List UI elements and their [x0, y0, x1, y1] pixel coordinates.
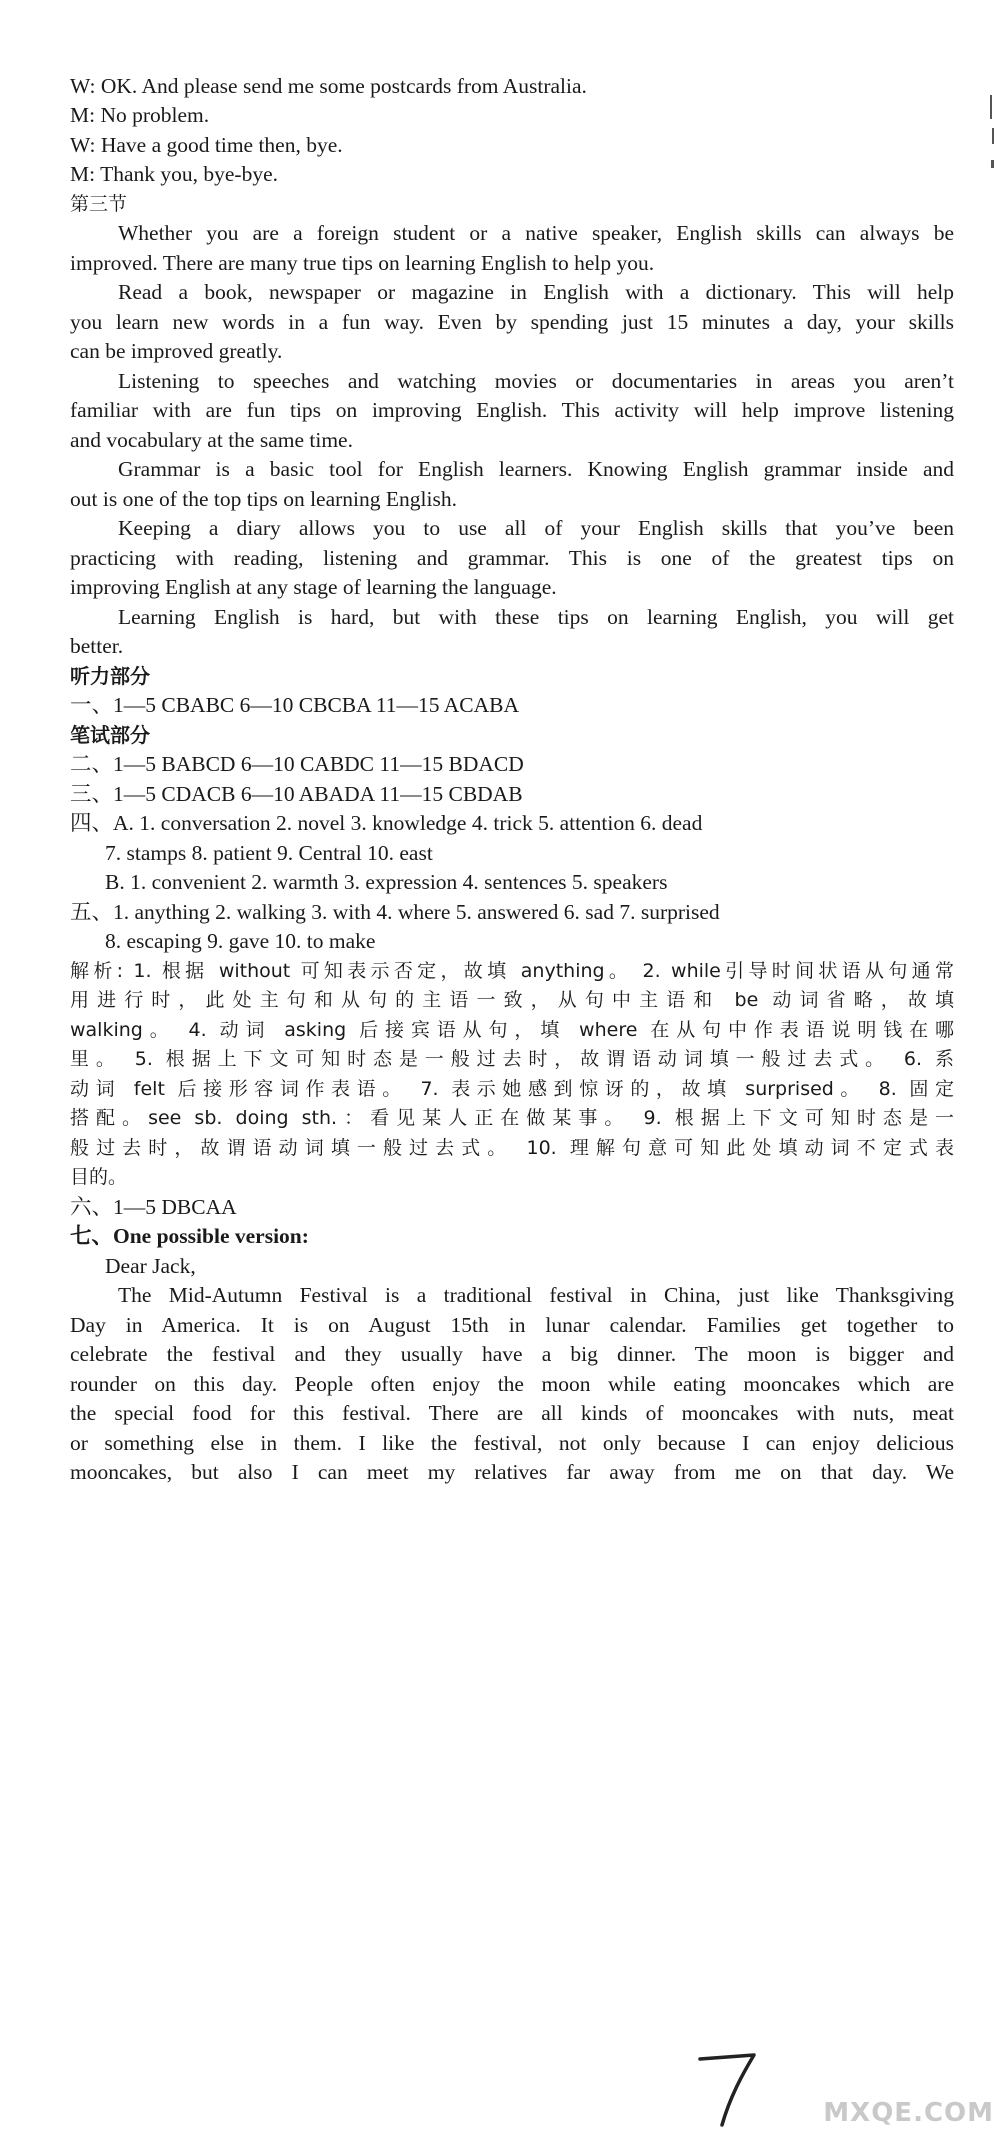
- dialogue-line: W: Have a good time then, bye.: [70, 133, 343, 157]
- section-heading: 第三节: [70, 193, 128, 215]
- answer-line: 8. escaping 9. gave 10. to make: [105, 929, 376, 953]
- letter-line: or something else in them. I like the festival, not only because I can enjoy delicious: [70, 1431, 954, 1455]
- analysis-line: 动词 felt 后接形容词作表语。 7. 表示她感到惊讶的，故填 surprised。 8. 固定: [70, 1078, 954, 1100]
- passage-line: Keeping a diary allows you to use all of your English skills that you’ve been: [118, 516, 954, 540]
- letter-line: The Mid-Autumn Festival is a traditional festival in China, just like Thanksgiving: [118, 1283, 954, 1307]
- listening-heading: 听力部分: [70, 664, 150, 688]
- answer-line: 7. stamps 8. patient 9. Central 10. east: [105, 841, 433, 865]
- answer-line: 一、1—5 CBABC 6—10 CBCBA 11—15 ACABA: [70, 693, 519, 717]
- letter-line: mooncakes, but also I can meet my relatives far away from me on that day. We: [70, 1460, 954, 1484]
- letter-line: celebrate the festival and they usually have a big dinner. The moon is bigger and: [70, 1342, 954, 1366]
- analysis-line: 般过去时，故谓语动词填一般过去式。 10. 理解句意可知此处填动词不定式表: [70, 1137, 954, 1159]
- letter-line: the special food for this festival. There are all kinds of mooncakes with nuts, meat: [70, 1401, 954, 1425]
- dialogue-line: M: No problem.: [70, 103, 210, 127]
- passage-line: Whether you are a foreign student or a native speaker, English skills can always be: [118, 221, 954, 245]
- passage-line: Learning English is hard, but with these tips on learning English, you will get: [118, 605, 954, 629]
- answer-line: B. 1. convenient 2. warmth 3. expression 4. sentences 5. speakers: [105, 870, 668, 894]
- analysis-line: 搭配。see sb. doing sth.：看见某人正在做某事。 9. 根据上下文可知时态是一: [70, 1107, 954, 1129]
- essay-heading: 七、One possible version:: [70, 1224, 309, 1248]
- dialogue-line: W: OK. And please send me some postcards from Australia.: [70, 74, 587, 98]
- edge-mark: [992, 128, 994, 144]
- answer-line: 六、1—5 DBCAA: [70, 1195, 237, 1219]
- passage-line: can be improved greatly.: [70, 339, 283, 363]
- answer-line: 二、1—5 BABCD 6—10 CABDC 11—15 BDACD: [70, 752, 524, 776]
- analysis-line: walking。 4. 动词 asking 后接宾语从句，填 where 在从句中作表语说明钱在哪: [70, 1019, 954, 1041]
- edge-mark: [990, 95, 992, 119]
- passage-line: Listening to speeches and watching movies or documentaries in areas you aren’t: [118, 369, 954, 393]
- analysis-line: 里。 5. 根据上下文可知时态是一般过去时，故谓语动词填一般过去式。 6. 系: [70, 1048, 954, 1070]
- analysis-line: 用进行时，此处主句和从句的主语一致，从句中主语和 be 动词省略，故填: [70, 989, 954, 1011]
- passage-line: Read a book, newspaper or magazine in English with a dictionary. This will help: [118, 280, 954, 304]
- answer-line: 四、A. 1. conversation 2. novel 3. knowledge 4. trick 5. attention 6. dead: [70, 811, 703, 835]
- dialogue-line: M: Thank you, bye-bye.: [70, 162, 278, 186]
- passage-line: practicing with reading, listening and grammar. This is one of the greatest tips on: [70, 546, 954, 570]
- letter-line: rounder on this day. People often enjoy the moon while eating mooncakes which are: [70, 1372, 954, 1396]
- passage-line: and vocabulary at the same time.: [70, 428, 353, 452]
- handwritten-page-number: [690, 2045, 770, 2130]
- passage-line: Grammar is a basic tool for English learners. Knowing English grammar inside and: [118, 457, 954, 481]
- watermark: MXQE.COM: [823, 2098, 994, 2128]
- passage-line: you learn new words in a fun way. Even by spending just 15 minutes a day, your skills: [70, 310, 954, 334]
- answer-line: 三、1—5 CDACB 6—10 ABADA 11—15 CBDAB: [70, 782, 523, 806]
- passage-line: improving English at any stage of learning the language.: [70, 575, 557, 599]
- analysis-line: 解析: 1. 根据 without 可知表示否定，故填 anything。 2. while引导时间状语从句通常: [70, 960, 954, 982]
- analysis-line: 目的。: [70, 1166, 128, 1188]
- passage-line: familiar with are fun tips on improving English. This activity will help improve listening: [70, 398, 954, 422]
- passage-line: out is one of the top tips on learning English.: [70, 487, 457, 511]
- passage-line: improved. There are many true tips on learning English to help you.: [70, 251, 655, 275]
- letter-greeting: Dear Jack,: [105, 1254, 196, 1278]
- edge-mark: [991, 160, 994, 168]
- passage-line: better.: [70, 634, 124, 658]
- answer-line: 五、1. anything 2. walking 3. with 4. where 5. answered 6. sad 7. surprised: [70, 900, 720, 924]
- letter-line: Day in America. It is on August 15th in lunar calendar. Families get together to: [70, 1313, 954, 1337]
- writing-heading: 笔试部分: [70, 723, 150, 747]
